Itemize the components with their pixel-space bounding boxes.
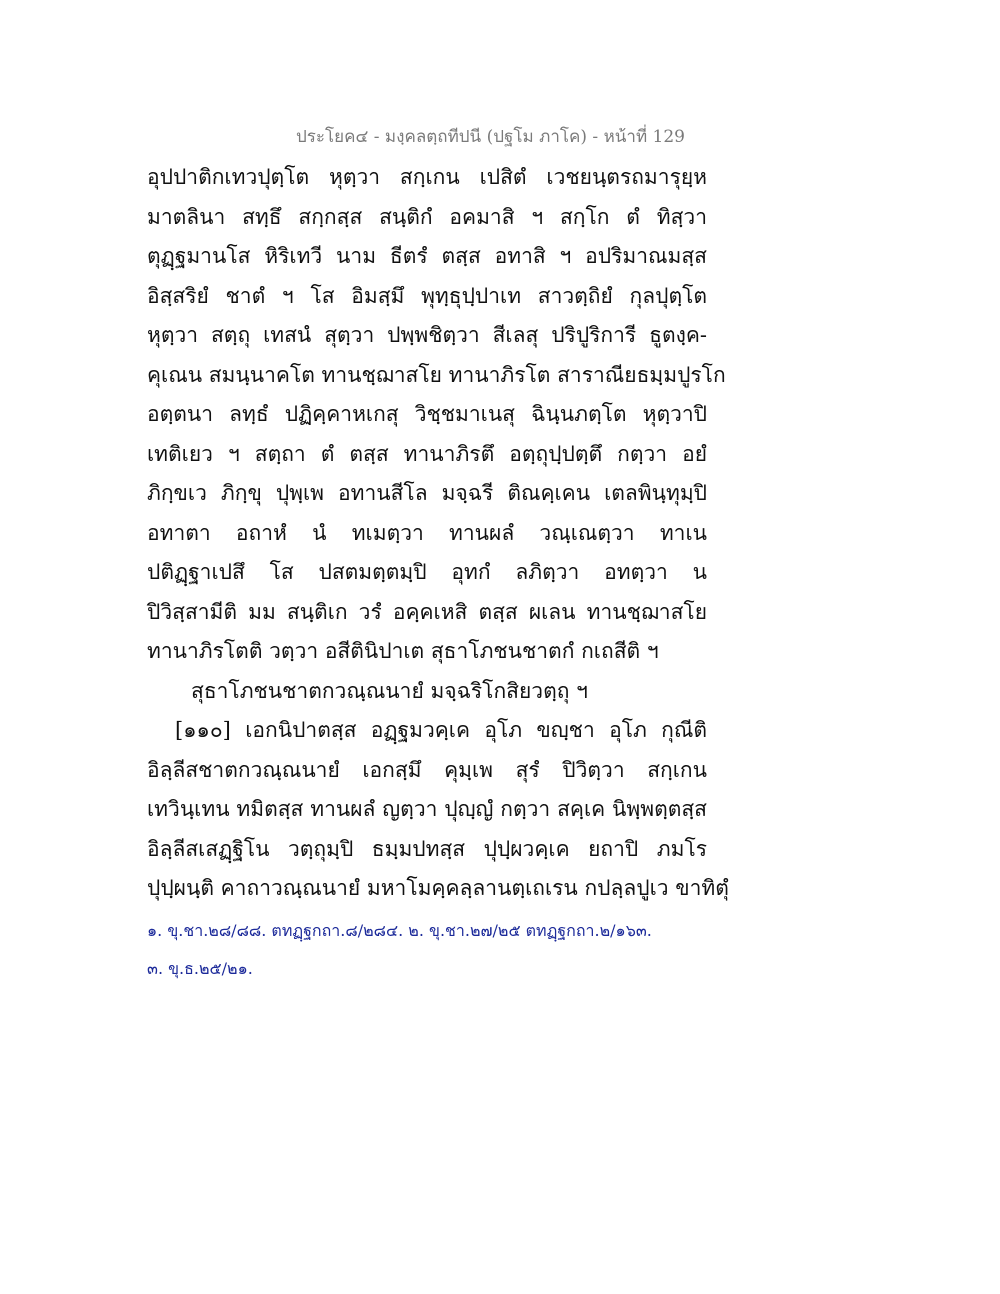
text-line: อุปปาติกเทวปุตฺโต หุตฺวา สกฺเกน เปสิตํ เวชยนฺตรถมารุยฺห: [147, 165, 707, 189]
footnote-line: ๓. ขุ.ธ.๒๕/๒๑.: [147, 959, 253, 978]
text-line: เทติเยว ฯ สตฺถา ตํ ตสฺส ทานาภิรตึ อตฺถุปฺปตฺตึ กตฺวา อยํ: [147, 441, 707, 466]
text-line: ปติฏฺฐาเปสึ โส ปสตมตฺตมฺปิ อุทกํ ลภิตฺวา อทตฺวา น: [147, 560, 707, 584]
footnote-line: ๑. ขุ.ชา.๒๘/๘๘. ตทฏฺฐกถา.๘/๒๘๔. ๒. ขุ.ชา.๒๗/๒๕ ตทฏฺฐกถา.๒/๑๖๓.: [147, 921, 652, 940]
text-line: อตฺตนา ลทฺธํ ปฏิคฺคาหเกสุ วิชฺชมาเนสุ ฉินฺนภตฺโต หุตฺวาปิ: [147, 402, 707, 426]
text-line: ตุฏฺฐมานโส หิริเทวี นาม ธีตรํ ตสฺส อทาสิ ฯ อปริมาณมสฺส: [147, 244, 707, 268]
text-line: หุตฺวา สตฺถุ เทสนํ สุตฺวา ปพฺพชิตฺวา สีเลสุ ปริปูริการี ธูตงฺค-: [147, 323, 707, 347]
text-line: ปุปฺผนฺติ คาถาวณฺณนายํ มหาโมคฺคลฺลานตฺเถเรน กปลฺลปูเว ขาทิตุํ: [147, 876, 729, 900]
text-line: อิลฺลีสชาตกวณฺณนายํ เอกสฺมึ คุมฺเพ สุรํ ปิวิตฺวา สกฺเกน: [147, 757, 707, 782]
text-line: มาตลินา สทฺธึ สกฺกสฺส สนฺติกํ อคมาสิ ฯ สกฺโก ตํ ทิสฺวา: [147, 204, 707, 229]
text-line: เทวินฺเทน ทมิตสฺส ทานผลํ ญตฺวา ปุญฺญํ กตฺวา สคฺเค นิพฺพตฺตสฺส: [147, 797, 707, 821]
text-line: ภิกฺขเว ภิกฺขุ ปุพฺเพ อทานสีโล มจฺฉรี ติณคฺเคน เตลพินฺทุมฺปิ: [147, 481, 707, 505]
text-line: อิลฺลีสเสฏฺฐิโน วตฺถุมฺปิ ธมฺมปทสฺส ปุปฺผวคฺเค ยถาปิ ภมโร: [147, 836, 707, 861]
section-title: สุธาโภชนชาตกวณฺณนายํ มจฺฉริโกสิยวตฺถุ ฯ: [191, 678, 588, 703]
text-line: คุเณน สมนฺนาคโต ทานชฺฌาสโย ทานาภิรโต สาราณียธมฺมปูรโก: [147, 362, 726, 387]
text-line: ทานาภิรโตติ วตฺวา อสีตินิปาเต สุธาโภชนชาตกํ กเถสีติ ฯ: [147, 639, 659, 663]
page-header: ประโยค๔ - มงฺคลตฺถทีปนี (ปฐโม ภาโค) - หน้าที่ 129: [296, 127, 685, 147]
text-line: [๑๑๐] เอกนิปาตสฺส อฏฺฐมวคฺเค อุโภ ขญฺชา อุโภ กุณีติ: [175, 718, 707, 742]
text-line: ปิวิสฺสามีติ มม สนฺติเก วรํ อคฺคเหสิ ตสฺส ผเลน ทานชฺฌาสโย: [147, 599, 707, 624]
footnotes: [147, 912, 687, 988]
text-line: อิสฺสริยํ ชาตํ ฯ โส อิมสฺมึ พุทฺธุปฺปาเท สาวตฺถิยํ กุลปุตฺโต: [147, 283, 707, 308]
text-line: อทาตา อถาหํ นํ ทเมตฺวา ทานผลํ วณฺเณตฺวา ทาเน: [147, 520, 707, 545]
body-text: [147, 158, 729, 909]
